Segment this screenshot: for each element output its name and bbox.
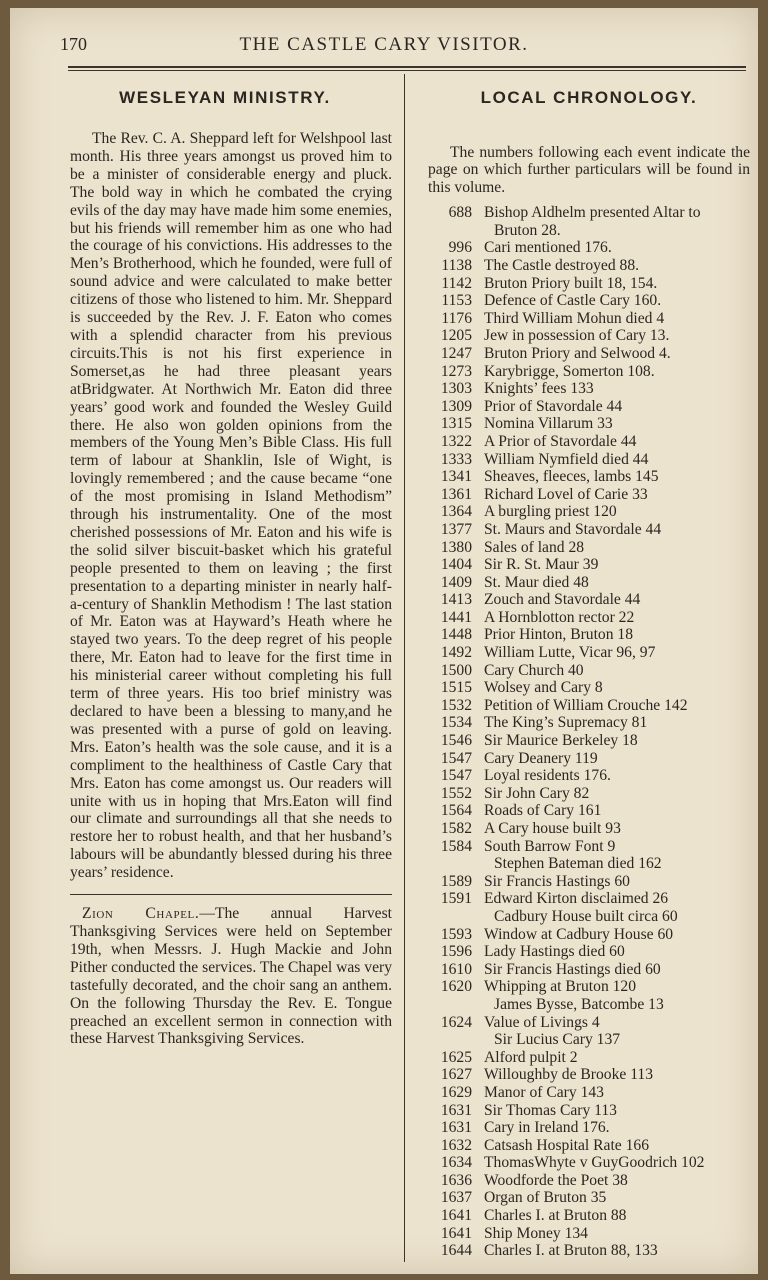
entry-text: Sales of land 28: [484, 538, 585, 556]
entry-year: 1593: [440, 925, 472, 943]
magazine-page: [10, 8, 758, 1274]
entry-text: Bishop Aldhelm presented Altar to: [484, 204, 701, 222]
chronology-entry: [428, 1189, 750, 1207]
entry-year: 1309: [440, 397, 472, 415]
chronology-entry: [428, 574, 750, 592]
entry-year: 1547: [440, 749, 472, 767]
section-rule: [70, 894, 392, 895]
entry-text: Sir Lucius Cary 137: [494, 1031, 621, 1049]
chronology-entry: [428, 943, 750, 961]
entry-text: Cary Deanery 119: [484, 749, 598, 767]
chronology-entry: [428, 451, 750, 469]
column-divider: [404, 74, 405, 1262]
entry-text: Cadbury House built circa 60: [494, 907, 678, 925]
entry-year: 1205: [440, 327, 472, 345]
chronology-entry: [428, 1084, 750, 1102]
entry-text: St. Maur died 48: [484, 573, 589, 591]
running-title: THE CASTLE CARY VISITOR.: [239, 34, 529, 55]
chronology-list: [428, 204, 750, 1260]
chronology-entry: [428, 750, 750, 768]
chronology-entry: [428, 363, 750, 381]
chronology-entry: [428, 626, 750, 644]
chronology-entry: [428, 1102, 750, 1120]
entry-year: 1176: [441, 309, 472, 327]
entry-text: Charles I. at Bruton 88: [484, 1207, 627, 1225]
entry-text: Knights’ fees 133: [484, 380, 594, 398]
chronology-entry: [428, 1066, 750, 1084]
entry-text: Cary in Ireland 176.: [484, 1119, 610, 1137]
chronology-entry: [428, 468, 750, 486]
entry-year: [428, 222, 472, 240]
chronology-entry: [428, 327, 750, 345]
entry-year: 1532: [440, 696, 472, 714]
entry-year: 1547: [440, 767, 472, 785]
entry-text: Charles I. at Bruton 88, 133: [484, 1242, 658, 1260]
entry-text: Woodforde the Poet 38: [484, 1171, 628, 1189]
entry-text: Catsash Hospital Rate 166: [484, 1136, 650, 1154]
entry-text: James Bysse, Batcombe 13: [494, 995, 664, 1013]
entry-text: A burgling priest 120: [484, 503, 617, 521]
entry-text: Sir R. St. Maur 39: [484, 556, 599, 574]
entry-text: Stephen Bateman died 162: [494, 855, 662, 873]
entry-year: [428, 1031, 472, 1049]
entry-text: A Hornblotton rector 22: [484, 608, 635, 626]
entry-text: Manor of Cary 143: [484, 1083, 604, 1101]
right-column: [428, 88, 750, 1260]
entry-text: Richard Lovel of Carie 33: [484, 485, 648, 503]
chronology-entry: [428, 503, 750, 521]
entry-year: 1634: [440, 1154, 472, 1172]
chronology-entry: [428, 662, 750, 680]
entry-text: Defence of Castle Cary 160.: [484, 292, 662, 310]
chronology-entry: [428, 838, 750, 856]
chronology-entry: [428, 1137, 750, 1155]
entry-year: [428, 855, 472, 873]
chronology-entry: [428, 1049, 750, 1067]
entry-year: 1138: [441, 257, 472, 274]
entry-year: 1564: [440, 802, 472, 820]
chronology-entry: [428, 978, 750, 996]
chronology-entry: [428, 1225, 750, 1243]
entry-year: 1636: [440, 1171, 472, 1189]
header-rule: [68, 66, 746, 68]
chronology-entry: [428, 539, 750, 557]
chronology-entry: [428, 486, 750, 504]
entry-year: 1409: [440, 573, 472, 591]
entry-year: 1380: [440, 538, 472, 556]
entry-text: Window at Cadbury House 60: [484, 925, 674, 943]
chronology-entry: [428, 679, 750, 697]
wesleyan-heading: WESLEYAN MINISTRY.: [119, 88, 331, 107]
chronology-entry: [428, 398, 750, 416]
entry-text: Bruton Priory and Selwood 4.: [484, 344, 671, 362]
entry-text: Nomina Villarum 33: [484, 415, 613, 433]
entry-text: Third William Mohun died 4: [484, 309, 665, 327]
entry-year: 1441: [440, 608, 472, 626]
chronology-entry: [428, 785, 750, 803]
entry-text: Organ of Bruton 35: [484, 1189, 607, 1207]
entry-year: [428, 908, 472, 926]
entry-year: 1333: [440, 450, 472, 468]
chronology-entry: [428, 732, 750, 750]
chronology-entry: [428, 1207, 750, 1225]
chronology-entry: [428, 873, 750, 891]
entry-year: 688: [448, 204, 472, 222]
entry-text: Karybrigge, Somerton 108.: [484, 362, 655, 380]
chronology-entry: [428, 1154, 750, 1172]
entry-text: Whipping at Bruton 120: [484, 978, 637, 996]
entry-year: 1153: [441, 292, 472, 310]
entry-year: 1596: [440, 943, 472, 961]
chronology-entry: [428, 556, 750, 574]
chronology-entry: [428, 802, 750, 820]
entry-year: 1637: [440, 1189, 472, 1207]
entry-text: Prior of Stavordale 44: [484, 397, 623, 415]
chronology-entry: [428, 591, 750, 609]
page-number: 170: [60, 34, 87, 54]
chronology-entry: [428, 380, 750, 398]
entry-text: Ship Money 134: [484, 1224, 588, 1242]
entry-text: Sheaves, fleeces, lambs 145: [484, 468, 659, 486]
header-rule-thin: [68, 70, 746, 71]
entry-text: Lady Hastings died 60: [484, 943, 625, 961]
chronology-heading: LOCAL CHRONOLOGY.: [480, 88, 698, 107]
entry-year: 1315: [440, 415, 472, 433]
entry-text: St. Maurs and Stavordale 44: [484, 520, 662, 538]
entry-text: Willoughby de Brooke 113: [484, 1066, 654, 1084]
entry-year: 1341: [440, 468, 472, 486]
entry-year: 1413: [440, 591, 472, 609]
wesleyan-article: The Rev. C. A. Sheppard left for Welshpool last month. His three years amongst us proved him to be a minister of considerable energy and pluck. The bold way in which he combated the crying evils of the day may have made him some enemies, but his friends will remember him as one who had the courage of his convictions. His addresses to the Men’s Brotherhood, which he founded, were full of sound advice and were calculated to make better citizens of those who listened to him. Mr. Sheppard is succeeded by the Rev. J. F. Eaton who comes with a splendid character from his previous circuits.This is not his first experience in Somerset,as he had three pleasant years atBridgwater. At Northwich Mr. Eaton did three years’ good work and founded the Wesley Guild there. He also won golden opinions from the members of the Young Men’s Bible Class. His full term of labour at Shanklin, Isle of Wight, is lovingly remembered ; and the cause became “one of the most promising in Island Methodism” through his instrumentality. One of the most cherished possessions of Mr. Eaton and his wife is the solid silver biscuit-basket which his grateful people presented to them on leaving ; the first presentation to a departing minister in nearly half-a-century of Shanklin Methodism ! The last station of Mr. Eaton was at Hayward’s Heath where he stayed two years. To the deep regret of his people there, Mr. Eaton had to leave for the first time in his ministerial career without completing his full term of three years. His too brief ministry was declared to have been a blessing to many,and he was presented with a purse of gold on leaving. Mrs. Eaton’s health was the sole cause, and it is a compliment to the healthiness of Castle Cary that Mrs. Eaton has come amongst us. Our readers will unite with us in hoping that Mrs.Eaton will find our climate and surroundings all that she needs to restore her to robust health, and that her husband’s labours will be abundantly blessed during his three years’ residence.: [70, 130, 392, 882]
entry-year: 1620: [440, 978, 472, 996]
chronology-entry: [428, 310, 750, 328]
entry-text: Value of Livings 4: [484, 1013, 600, 1031]
entry-text: The Castle destroyed 88.: [484, 257, 640, 274]
entry-year: 1273: [440, 362, 472, 380]
entry-text: Sir Francis Hastings 60: [484, 872, 630, 890]
chronology-intro: The numbers following each event indicate the page on which further particulars will be found in this volume.: [428, 144, 750, 196]
chronology-entry: [428, 292, 750, 310]
left-column: [58, 88, 392, 1048]
chronology-entry: [428, 697, 750, 715]
chronology-entry: [428, 714, 750, 732]
entry-text: Bruton Priory built 18, 154.: [484, 274, 658, 292]
chronology-entry: [428, 521, 750, 539]
chronology-entry: [428, 222, 750, 240]
zion-chapel-label: Zion Chapel.: [82, 905, 200, 923]
chronology-entry: [428, 433, 750, 451]
entry-text: Bruton 28.: [494, 221, 561, 239]
entry-text: William Lutte, Vicar 96, 97: [484, 644, 656, 662]
entry-year: 1644: [440, 1242, 472, 1260]
entry-text: ThomasWhyte v GuyGoodrich 102: [484, 1154, 705, 1172]
entry-year: [428, 996, 472, 1014]
entry-year: 1247: [440, 344, 472, 362]
entry-year: 1582: [440, 820, 472, 837]
entry-text: Alford pulpit 2: [484, 1048, 578, 1066]
entry-year: 1492: [440, 644, 472, 662]
zion-chapel-text: —The annual Harvest Thanksgiving Services were held on September 19th, when Messrs. J. Hugh Mackie and John Pither conducted the services. The Chapel was very tastefully decorated, and the choir sang an anthem. On the following Thursday the Rev. E. Tongue preached an excellent sermon in connection with these Harvest Thanksgiving Services.: [70, 905, 393, 1048]
entry-text: Sir Maurice Berkeley 18: [484, 732, 638, 750]
entry-year: 1625: [440, 1048, 472, 1066]
entry-text: The King’s Supremacy 81: [484, 714, 648, 732]
entry-text: South Barrow Font 9: [484, 837, 616, 855]
entry-year: 1500: [440, 661, 472, 679]
entry-year: 1142: [441, 274, 472, 292]
chronology-entry: [428, 1031, 750, 1049]
entry-year: 1631: [440, 1119, 472, 1137]
entry-year: 1361: [440, 485, 472, 503]
entry-year: 1552: [440, 784, 472, 802]
zion-chapel-paragraph: [70, 905, 392, 1048]
chronology-entry: [428, 996, 750, 1014]
entry-text: Prior Hinton, Bruton 18: [484, 626, 634, 644]
entry-text: Edward Kirton disclaimed 26: [484, 890, 669, 908]
page-header: [10, 34, 758, 64]
chronology-entry: [428, 820, 750, 838]
chronology-entry: [428, 890, 750, 908]
entry-year: 1534: [440, 714, 472, 732]
entry-text: Jew in possession of Cary 13.: [484, 327, 670, 345]
entry-year: 1641: [440, 1207, 472, 1225]
entry-year: 1631: [440, 1101, 472, 1119]
entry-year: 1448: [440, 626, 472, 644]
entry-text: William Nymfield died 44: [484, 450, 649, 468]
chronology-entry: [428, 1172, 750, 1190]
entry-text: Sir John Cary 82: [484, 784, 590, 802]
entry-year: 1641: [440, 1224, 472, 1242]
chronology-entry: [428, 609, 750, 627]
entry-year: 1627: [440, 1066, 472, 1084]
entry-year: 1303: [440, 380, 472, 398]
entry-year: 1584: [440, 837, 472, 855]
chronology-entry: [428, 239, 750, 257]
entry-text: Zouch and Stavordale 44: [484, 591, 641, 609]
chronology-entry: [428, 345, 750, 363]
chronology-entry: [428, 257, 750, 275]
entry-text: Loyal residents 176.: [484, 767, 611, 785]
chronology-entry: [428, 415, 750, 433]
entry-year: 1515: [440, 679, 472, 697]
entry-year: 1624: [440, 1013, 472, 1031]
entry-text: Cary Church 40: [484, 661, 584, 679]
chronology-entry: [428, 855, 750, 873]
chronology-entry: [428, 1242, 750, 1260]
entry-year: 1322: [440, 432, 472, 450]
entry-year: 1589: [440, 872, 472, 890]
entry-year: 996: [448, 239, 472, 257]
chronology-entry: [428, 1119, 750, 1137]
entry-text: A Prior of Stavordale 44: [484, 432, 637, 450]
entry-year: 1546: [440, 732, 472, 750]
entry-text: Roads of Cary 161: [484, 802, 602, 820]
entry-year: 1364: [440, 503, 472, 521]
entry-text: Sir Thomas Cary 113: [484, 1101, 617, 1119]
entry-year: 1404: [440, 556, 472, 574]
entry-text: Cari mentioned 176.: [484, 239, 612, 257]
chronology-entry: [428, 275, 750, 293]
entry-year: 1591: [440, 890, 472, 908]
chronology-entry: [428, 908, 750, 926]
entry-text: A Cary house built 93: [484, 820, 621, 837]
entry-text: Sir Francis Hastings died 60: [484, 960, 661, 978]
entry-year: 1629: [440, 1083, 472, 1101]
chronology-entry: [428, 767, 750, 785]
entry-year: 1610: [440, 960, 472, 978]
entry-year: 1377: [440, 520, 472, 538]
entry-text: Wolsey and Cary 8: [484, 679, 603, 697]
entry-text: Petition of William Crouche 142: [484, 696, 688, 714]
entry-year: 1632: [440, 1136, 472, 1154]
chronology-entry: [428, 204, 750, 222]
chronology-entry: [428, 644, 750, 662]
chronology-entry: [428, 961, 750, 979]
chronology-entry: [428, 1014, 750, 1032]
chronology-entry: [428, 926, 750, 944]
